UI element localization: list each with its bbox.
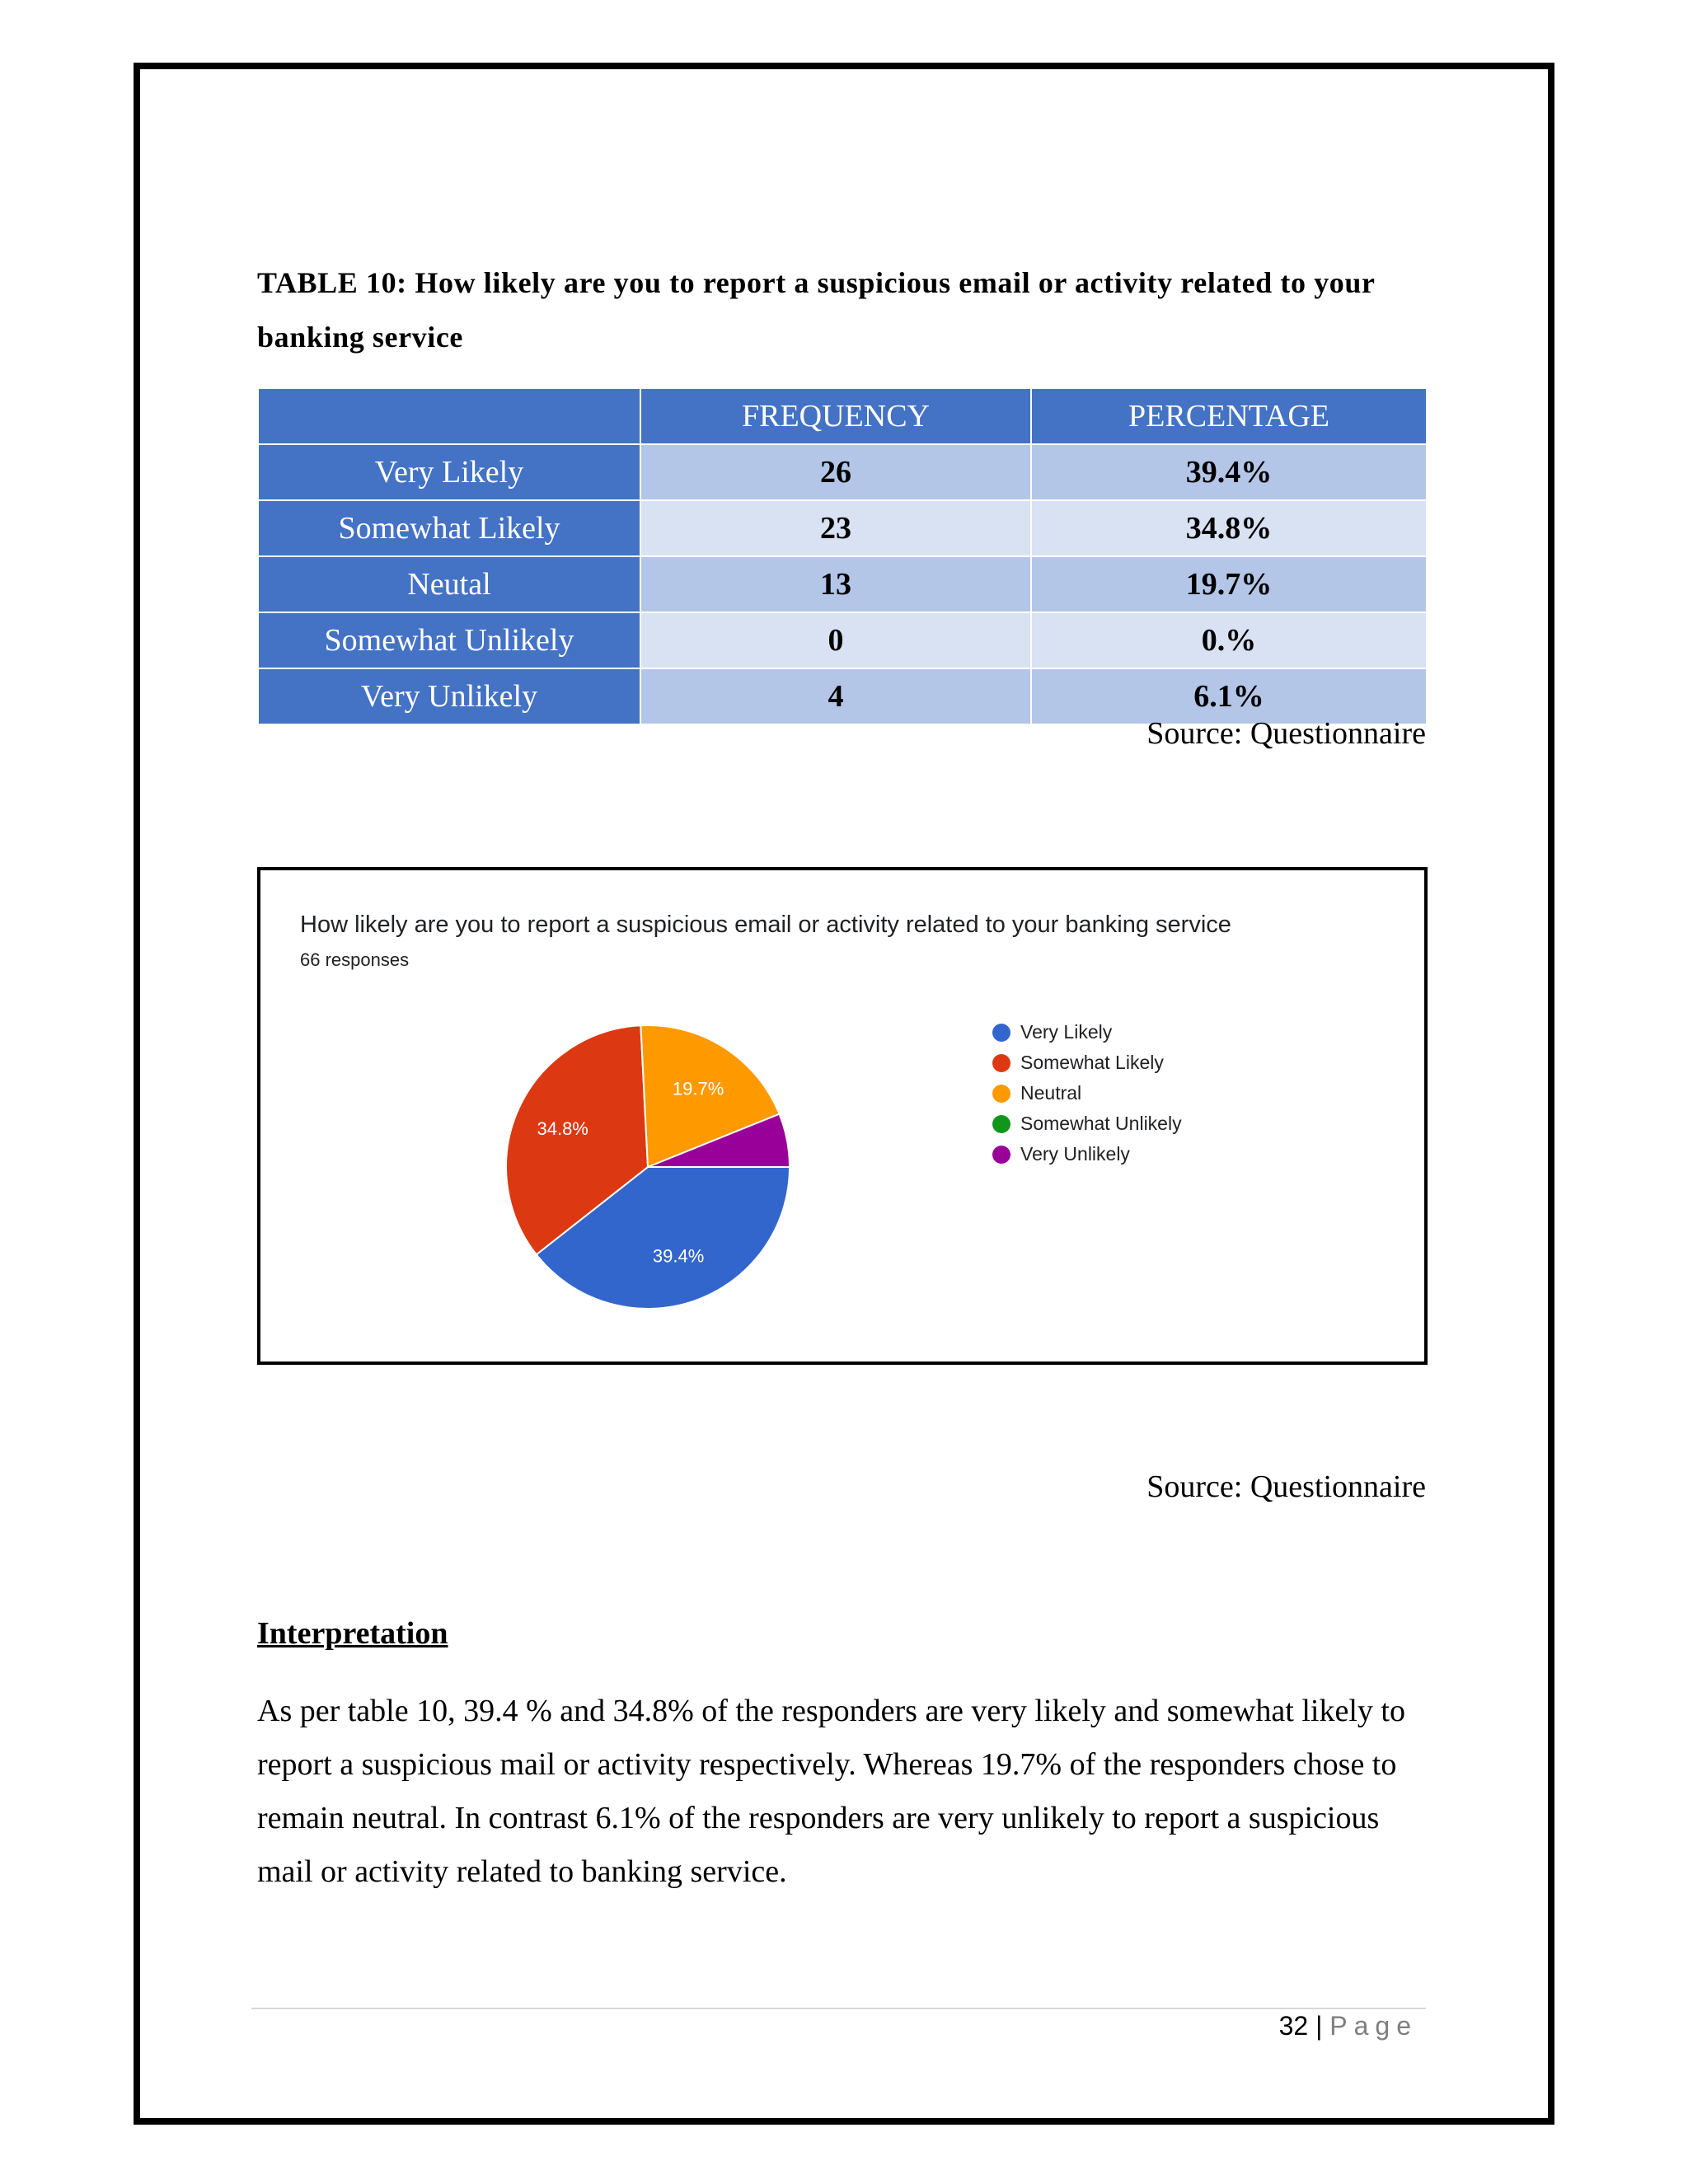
legend-label: Very Likely bbox=[1020, 1021, 1113, 1043]
percentage-cell: 0.% bbox=[1031, 612, 1427, 668]
row-label: Somewhat Likely bbox=[258, 500, 640, 556]
page-number-value: 32 bbox=[1278, 2011, 1309, 2041]
chart-legend bbox=[992, 1017, 1182, 1169]
legend-swatch bbox=[992, 1146, 1010, 1164]
frequency-cell: 4 bbox=[640, 668, 1031, 724]
legend-label: Very Unlikely bbox=[1020, 1143, 1130, 1165]
table-title: TABLE 10: How likely are you to report a suspicious email or activity related to your banking service bbox=[257, 266, 1375, 354]
header-cell-percentage: PERCENTAGE bbox=[1031, 388, 1427, 444]
legend-item bbox=[992, 1078, 1182, 1108]
table-header-row bbox=[258, 388, 1427, 444]
interpretation-body: As per table 10, 39.4 % and 34.8% of the responders are very likely and somewhat likely to report a suspicious mail or activity respectively. Whereas 19.7% of the responders chose to remain neutral. In contrast 6.1% of the responders are very unlikely to report a suspicious mail or activity related to banking service. bbox=[257, 1694, 1405, 1889]
chart-subtitle: 66 responses bbox=[300, 949, 410, 970]
legend-label: Somewhat Likely bbox=[1020, 1052, 1164, 1073]
page-word: Page bbox=[1329, 2011, 1418, 2041]
legend-item bbox=[992, 1017, 1182, 1047]
legend-swatch bbox=[992, 1024, 1010, 1042]
pie-slice-label: 34.8% bbox=[537, 1118, 588, 1139]
chart-source: Source: Questionnaire bbox=[1146, 1469, 1426, 1504]
row-label: Very Likely bbox=[258, 444, 640, 500]
footer-divider bbox=[251, 2008, 1426, 2009]
frequency-cell: 23 bbox=[640, 500, 1031, 556]
table-row bbox=[258, 556, 1427, 612]
legend-item bbox=[992, 1047, 1182, 1078]
frequency-table bbox=[257, 387, 1428, 725]
legend-item bbox=[992, 1139, 1182, 1169]
pie-slice-label: 19.7% bbox=[672, 1078, 724, 1099]
legend-item bbox=[992, 1108, 1182, 1139]
table-source: Source: Questionnaire bbox=[1146, 716, 1426, 751]
percentage-cell: 19.7% bbox=[1031, 556, 1427, 612]
pie-slice-label: 39.4% bbox=[652, 1245, 705, 1267]
row-label: Very Unlikely bbox=[258, 668, 640, 724]
table-row bbox=[258, 612, 1427, 668]
row-label: Somewhat Unlikely bbox=[258, 612, 640, 668]
header-cell-frequency: FREQUENCY bbox=[640, 388, 1031, 444]
interpretation-heading: Interpretation bbox=[257, 1616, 448, 1651]
legend-label: Somewhat Unlikely bbox=[1020, 1113, 1182, 1134]
table-row bbox=[258, 500, 1427, 556]
chart-title: How likely are you to report a suspicious email or activity related to your banking service bbox=[300, 912, 1231, 938]
frequency-cell: 26 bbox=[640, 444, 1031, 500]
chart-container bbox=[257, 867, 1428, 1365]
row-label: Neutal bbox=[258, 556, 640, 612]
percentage-cell: 34.8% bbox=[1031, 500, 1427, 556]
percentage-cell: 39.4% bbox=[1031, 444, 1427, 500]
header-cell-blank bbox=[258, 388, 640, 444]
page-number-separator: | bbox=[1315, 2011, 1323, 2041]
table-row bbox=[258, 444, 1427, 500]
legend-swatch bbox=[992, 1115, 1010, 1133]
legend-swatch bbox=[992, 1054, 1010, 1072]
legend-swatch bbox=[992, 1085, 1010, 1103]
legend-label: Neutral bbox=[1020, 1082, 1082, 1104]
frequency-cell: 0 bbox=[640, 612, 1031, 668]
pie-chart bbox=[499, 1019, 796, 1315]
percentage-cell: 6.1% bbox=[1031, 668, 1427, 724]
page-number bbox=[1279, 2011, 1418, 2041]
frequency-cell: 13 bbox=[640, 556, 1031, 612]
